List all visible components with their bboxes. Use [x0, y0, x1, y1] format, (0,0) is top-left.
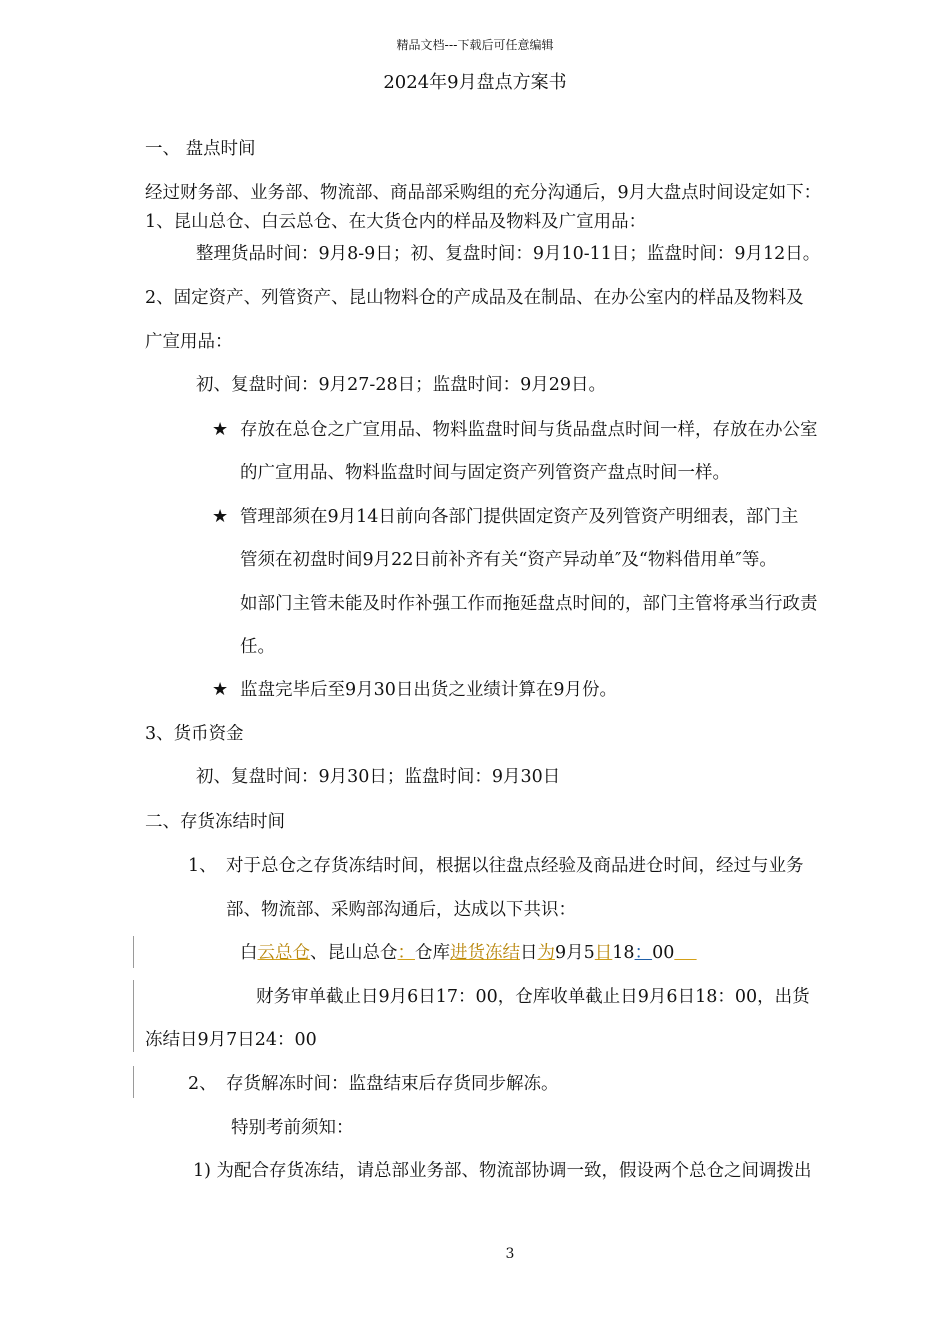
freeze-text: 白	[240, 943, 258, 963]
para1-number: 1、	[188, 856, 217, 876]
tracked-insertion: 云总仓	[257, 943, 310, 963]
note2-line2: 管须在初盘时间9月22日前补齐有关“资产异动单″及“物料借用单″等。	[240, 550, 777, 570]
tracked-insertion: ：	[634, 943, 653, 963]
page-number: 3	[505, 1246, 515, 1262]
section2-heading: 二、存货冻结时间	[145, 812, 285, 832]
item2-times: 初、复盘时间：9月27-28日；监盘时间：9月29日。	[196, 375, 606, 395]
item2-line2: 广宣用品：	[145, 332, 233, 352]
para1-text: 对于总仓之存货冻结时间，根据以往盘点经验及商品进仓时间，经过与业务	[226, 856, 804, 876]
note3-line	[212, 678, 617, 702]
star-bullet-icon: ★	[212, 419, 229, 440]
note1-line1	[212, 418, 818, 442]
freeze-text: 日	[520, 943, 538, 963]
item3-times: 初、复盘时间：9月30日；监盘时间：9月30日	[196, 767, 561, 787]
section1-intro: 经过财务部、业务部、物流部、商品部采购组的充分沟通后，9月大盘点时间设定如下：	[145, 183, 822, 203]
document-title: 2024年9月盘点方案书	[383, 72, 567, 93]
freeze-text: 18	[612, 943, 635, 963]
tracked-insertion: ：	[397, 943, 415, 963]
item2-line1: 2、固定资产、列管资产、昆山物料仓的产成品及在制品、在办公室内的样品及物料及	[145, 288, 804, 308]
revision-bar	[133, 1066, 134, 1098]
para2-text: 存货解冻时间：监盘结束后存货同步解冻。	[226, 1074, 559, 1094]
para2-number: 2、	[188, 1074, 217, 1094]
special-notice-heading: 特别考前须知：	[231, 1118, 354, 1138]
freeze-time-line	[240, 941, 697, 965]
revision-bar	[133, 936, 134, 968]
freeze-text: 仓库	[415, 943, 450, 963]
freeze-para1-line1	[188, 854, 804, 878]
note2-line4: 任。	[240, 637, 275, 657]
item1-times: 整理货品时间：9月8-9日；初、复盘时间：9月10-11日；监盘时间：9月12日。	[196, 244, 821, 264]
tracked-insertion: 为	[537, 943, 555, 963]
freeze-para2	[188, 1072, 559, 1096]
page-header: 精品文档---下载后可任意编辑	[396, 38, 554, 52]
revision-bar	[133, 980, 134, 1052]
note2-line3: 如部门主管未能及时作补强工作而拖延盘点时间的，部门主管将承当行政责	[240, 594, 818, 614]
tracked-insertion: 进货冻结	[450, 943, 520, 963]
special-notice-item1: 1) 为配合存货冻结，请总部业务部、物流部协调一致，假设两个总仓之间调拨出	[193, 1161, 812, 1181]
freeze-text: 、昆山总仓	[310, 943, 398, 963]
item3-heading: 3、货币资金	[145, 724, 244, 744]
note1-text: 存放在总仓之广宣用品、物料监盘时间与货品盘点时间一样，存放在办公室	[240, 420, 818, 440]
audit-line1: 财务审单截止日9月6日17：00，仓库收单截止日9月6日18：00，出货	[256, 987, 810, 1007]
audit-line2: 冻结日9月7日24：00	[145, 1030, 317, 1050]
freeze-para1-line2: 部、物流部、采购部沟通后，达成以下共识：	[226, 900, 576, 920]
star-bullet-icon: ★	[212, 506, 229, 527]
tracked-insertion	[674, 943, 696, 963]
freeze-text: 9月5	[555, 943, 595, 963]
section1-heading: 一、 盘点时间	[145, 139, 256, 159]
tracked-insertion: 日	[594, 943, 613, 963]
freeze-text: 00	[652, 943, 675, 963]
note1-line2: 的广宣用品、物料监盘时间与固定资产列管资产盘点时间一样。	[240, 463, 730, 483]
note2-line1	[212, 505, 798, 529]
note2-text: 管理部须在9月14日前向各部门提供固定资产及列管资产明细表，部门主	[240, 507, 799, 527]
item1-text: 1、昆山总仓、白云总仓、在大货仓内的样品及物料及广宣用品：	[145, 212, 647, 232]
star-bullet-icon: ★	[212, 679, 229, 700]
note3-text: 监盘完毕后至9月30日出货之业绩计算在9月份。	[240, 680, 618, 700]
